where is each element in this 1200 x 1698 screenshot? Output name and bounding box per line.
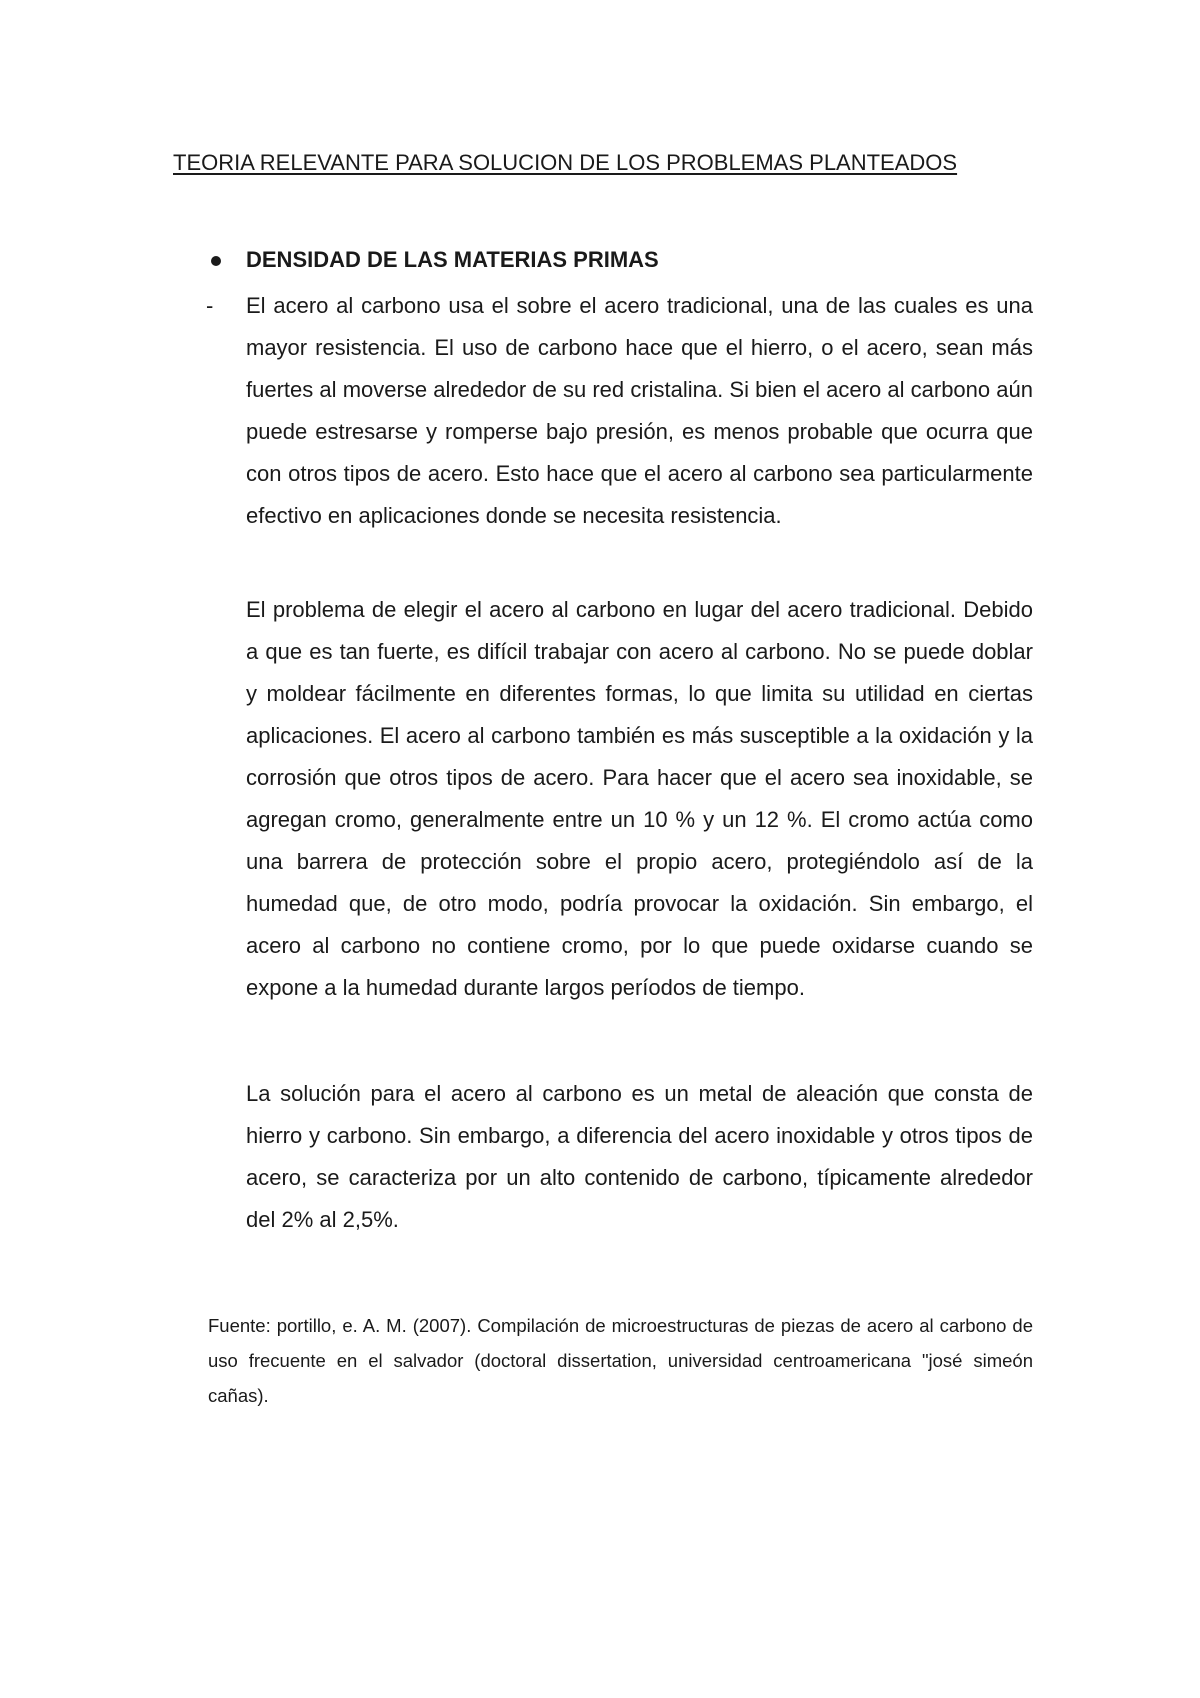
list-dash: - bbox=[206, 293, 214, 318]
paragraph: El acero al carbono usa el sobre el acero tradicional, una de las cuales es una mayor resistencia. El uso de carbono hace que el hierro, o el acero, sean más fuertes al moverse alrededor de su red cristalina. Si bien el acero al carbono aún puede estresarse y romperse bajo presión, es menos probable que ocurra que con otros tipos de acero. Esto hace que el acero al carbono sea particularmente efectivo en aplicaciones donde se necesita resistencia. bbox=[246, 293, 1033, 528]
section-heading: DENSIDAD DE LAS MATERIAS PRIMAS bbox=[246, 247, 659, 272]
bullet-icon bbox=[211, 256, 221, 266]
document-title: TEORIA RELEVANTE PARA SOLUCION DE LOS PROBLEMAS PLANTEADOS bbox=[173, 150, 958, 175]
paragraph: La solución para el acero al carbono es un metal de aleación que consta de hierro y carbono. Sin embargo, a diferencia del acero inoxidable y otros tipos de acero, se caracteriza por un alto contenido de carbono, típicamente alrededor del 2% al 2,5%. bbox=[246, 1081, 1033, 1232]
source-citation: Fuente: portillo, e. A. M. (2007). Compilación de microestructuras de piezas de acero al carbono de uso frecuente en el salvador (doctoral dissertation, universidad centroamericana "josé simeón cañas). bbox=[208, 1315, 1033, 1406]
section-heading-row bbox=[203, 245, 1033, 275]
paragraph: El problema de elegir el acero al carbono en lugar del acero tradicional. Debido a que es tan fuerte, es difícil trabajar con acero al carbono. No se puede doblar y moldear fácilmente en diferentes formas, lo que limita su utilidad en ciertas aplicaciones. El acero al carbono también es más susceptible a la oxidación y la corrosión que otros tipos de acero. Para hacer que el acero sea inoxidable, se agregan cromo, generalmente entre un 10 % y un 12 %. El cromo actúa como una barrera de protección sobre el propio acero, protegiéndolo así de la humedad que, de otro modo, podría provocar la oxidación. Sin embargo, el acero al carbono no contiene cromo, por lo que puede oxidarse cuando se expone a la humedad durante largos períodos de tiempo. bbox=[246, 597, 1033, 1000]
